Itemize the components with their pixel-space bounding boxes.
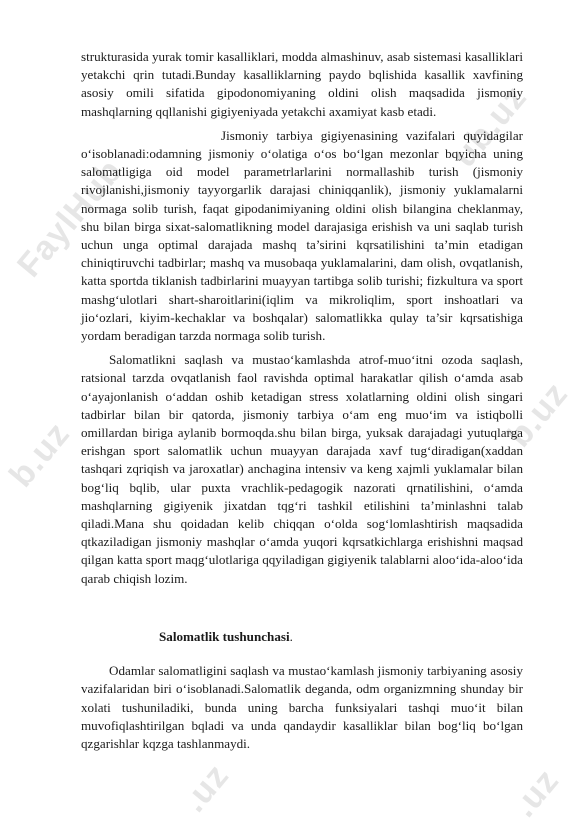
section-heading-punct: . xyxy=(289,628,293,644)
watermark-text: FaylHub xyxy=(10,151,130,285)
body-paragraph: strukturasida yurak tomir kasalliklari, modda almashinuv, asab sistemasi kasalliklari yetakchi qrin tutadi.Bunday kasalliklarning paydo bqlishida kasallik xavfining asosiy omili sifatida gipodonomiyaning oldini olish maqsadida jismoniy mashqlarning qqllanishi gigiyeniyada yetakchi axamiyat kasb etadi. xyxy=(81,49,523,119)
watermark-text: .uz xyxy=(175,756,237,820)
body-paragraph: Jismoniy tarbiya gigiyenasining vazifalari quyidagilar o‘isoblanadi:odamning jismoniy o‘olatiga o‘os bo‘lgan mezonlar bqyicha uning salomatligiga oid model parametrlarlarini normallashib turish (jismoniy rivojlanishi,jismoniy tayyorgarlik darajasi chiniqqanlik), jismoniy yuklamalarni normaga solib turish, faqat gipodanimiyaning oldini olish bilangina cheklanmay, shu bilan birga sixat-salomatlikning model darajasiga erishish va uni saqlab turish uchun unga optimal darajada mashq ta’sirini kqrsatilishini ta’min etadigan chiniqtiruvchi tadbirlar; mashq va musobaqa yuklamalarini, dam olish, ovqatlanish, katta sportda tiklanish tadbirlarini muayyan tartibga solib turishi; fizkultura va sport mashg‘ulotlari shart-sharoitlarini(iqlim va mikroliqlim, sport inshoatlari va jio‘ozlari, kiyim-kechaklar va boshqalar) salomatlikka qulay ta’sir kqrsatishiga yordam beradigan tarzda normaga solib turish. xyxy=(81,127,523,344)
watermark-text: b.uz xyxy=(2,414,78,495)
body-paragraph: Odamlar salomatligini saqlash va mustao‘kamlash jismoniy tarbiyaning asosiy vazifalaridan biri o‘isoblanadi.Salomatlik deganda, odm organizmning shunday bir xolati tushuniladiki, bunda uning barcha funksiyalari tashqi muo‘it bilan muvofiqlashtirilgan bqladi va unda qandaydir kasalliklar bilan bog‘liq bo‘lgan qzgarishlar kqzga tashlanmaydi. xyxy=(81,663,523,751)
watermark-text: b.uz xyxy=(500,374,576,455)
document-body xyxy=(81,48,523,753)
section-heading-text: Salomatlik tushunchasi xyxy=(159,628,290,644)
body-paragraph: Salomatlikni saqlash va mustao‘kamlashda atrof-muo‘itni ozoda saqlash, ratsional tarzda ovqatlanish faol ravishda optimal harakatlar qilish o‘amda asab o‘ayajonlanish o‘addan oshib ketadigan stress xolatlarning oldini olish singari tadbirlar bilan bir qatorda, jismoniy tarbiya o‘am eng muo‘im va istiqbolli omillardan biriga aylanib bormoqda.shu bilan birga, yuksak darajadagi yutuqlarga erishgan sport salomatlik uchun muayyan darajada xavf tug‘diradigan(xaddan tashqari zqriqish va jaroxatlar) anchagina intensiv va keng xajmli yuklamalar bilan bog‘liq bqlib, ular puxta vrachlik-pedagogik nazorati qrnatilishini, o‘amda mashqlarning gigiyenik jixatdan tqg‘ri tashkil etilishini ta’minlashni talab qiladi.Mana shu qoidadan kelib chiqqan o‘olda sog‘lomlashtirish maqsadida qtkaziladigan jismoniy mashqlar o‘amda yuqori kqrsatkichlarga erishishni maqsad qilgan katta sport maqg‘ulotlariga qqyiladigan gigiyenik talablarni aloo‘ida-aloo‘ida qarab chiqish lozim. xyxy=(81,352,523,586)
section-heading xyxy=(81,628,523,646)
watermark-text: .uz xyxy=(505,761,567,825)
watermark-text: ub.uz xyxy=(445,78,535,175)
